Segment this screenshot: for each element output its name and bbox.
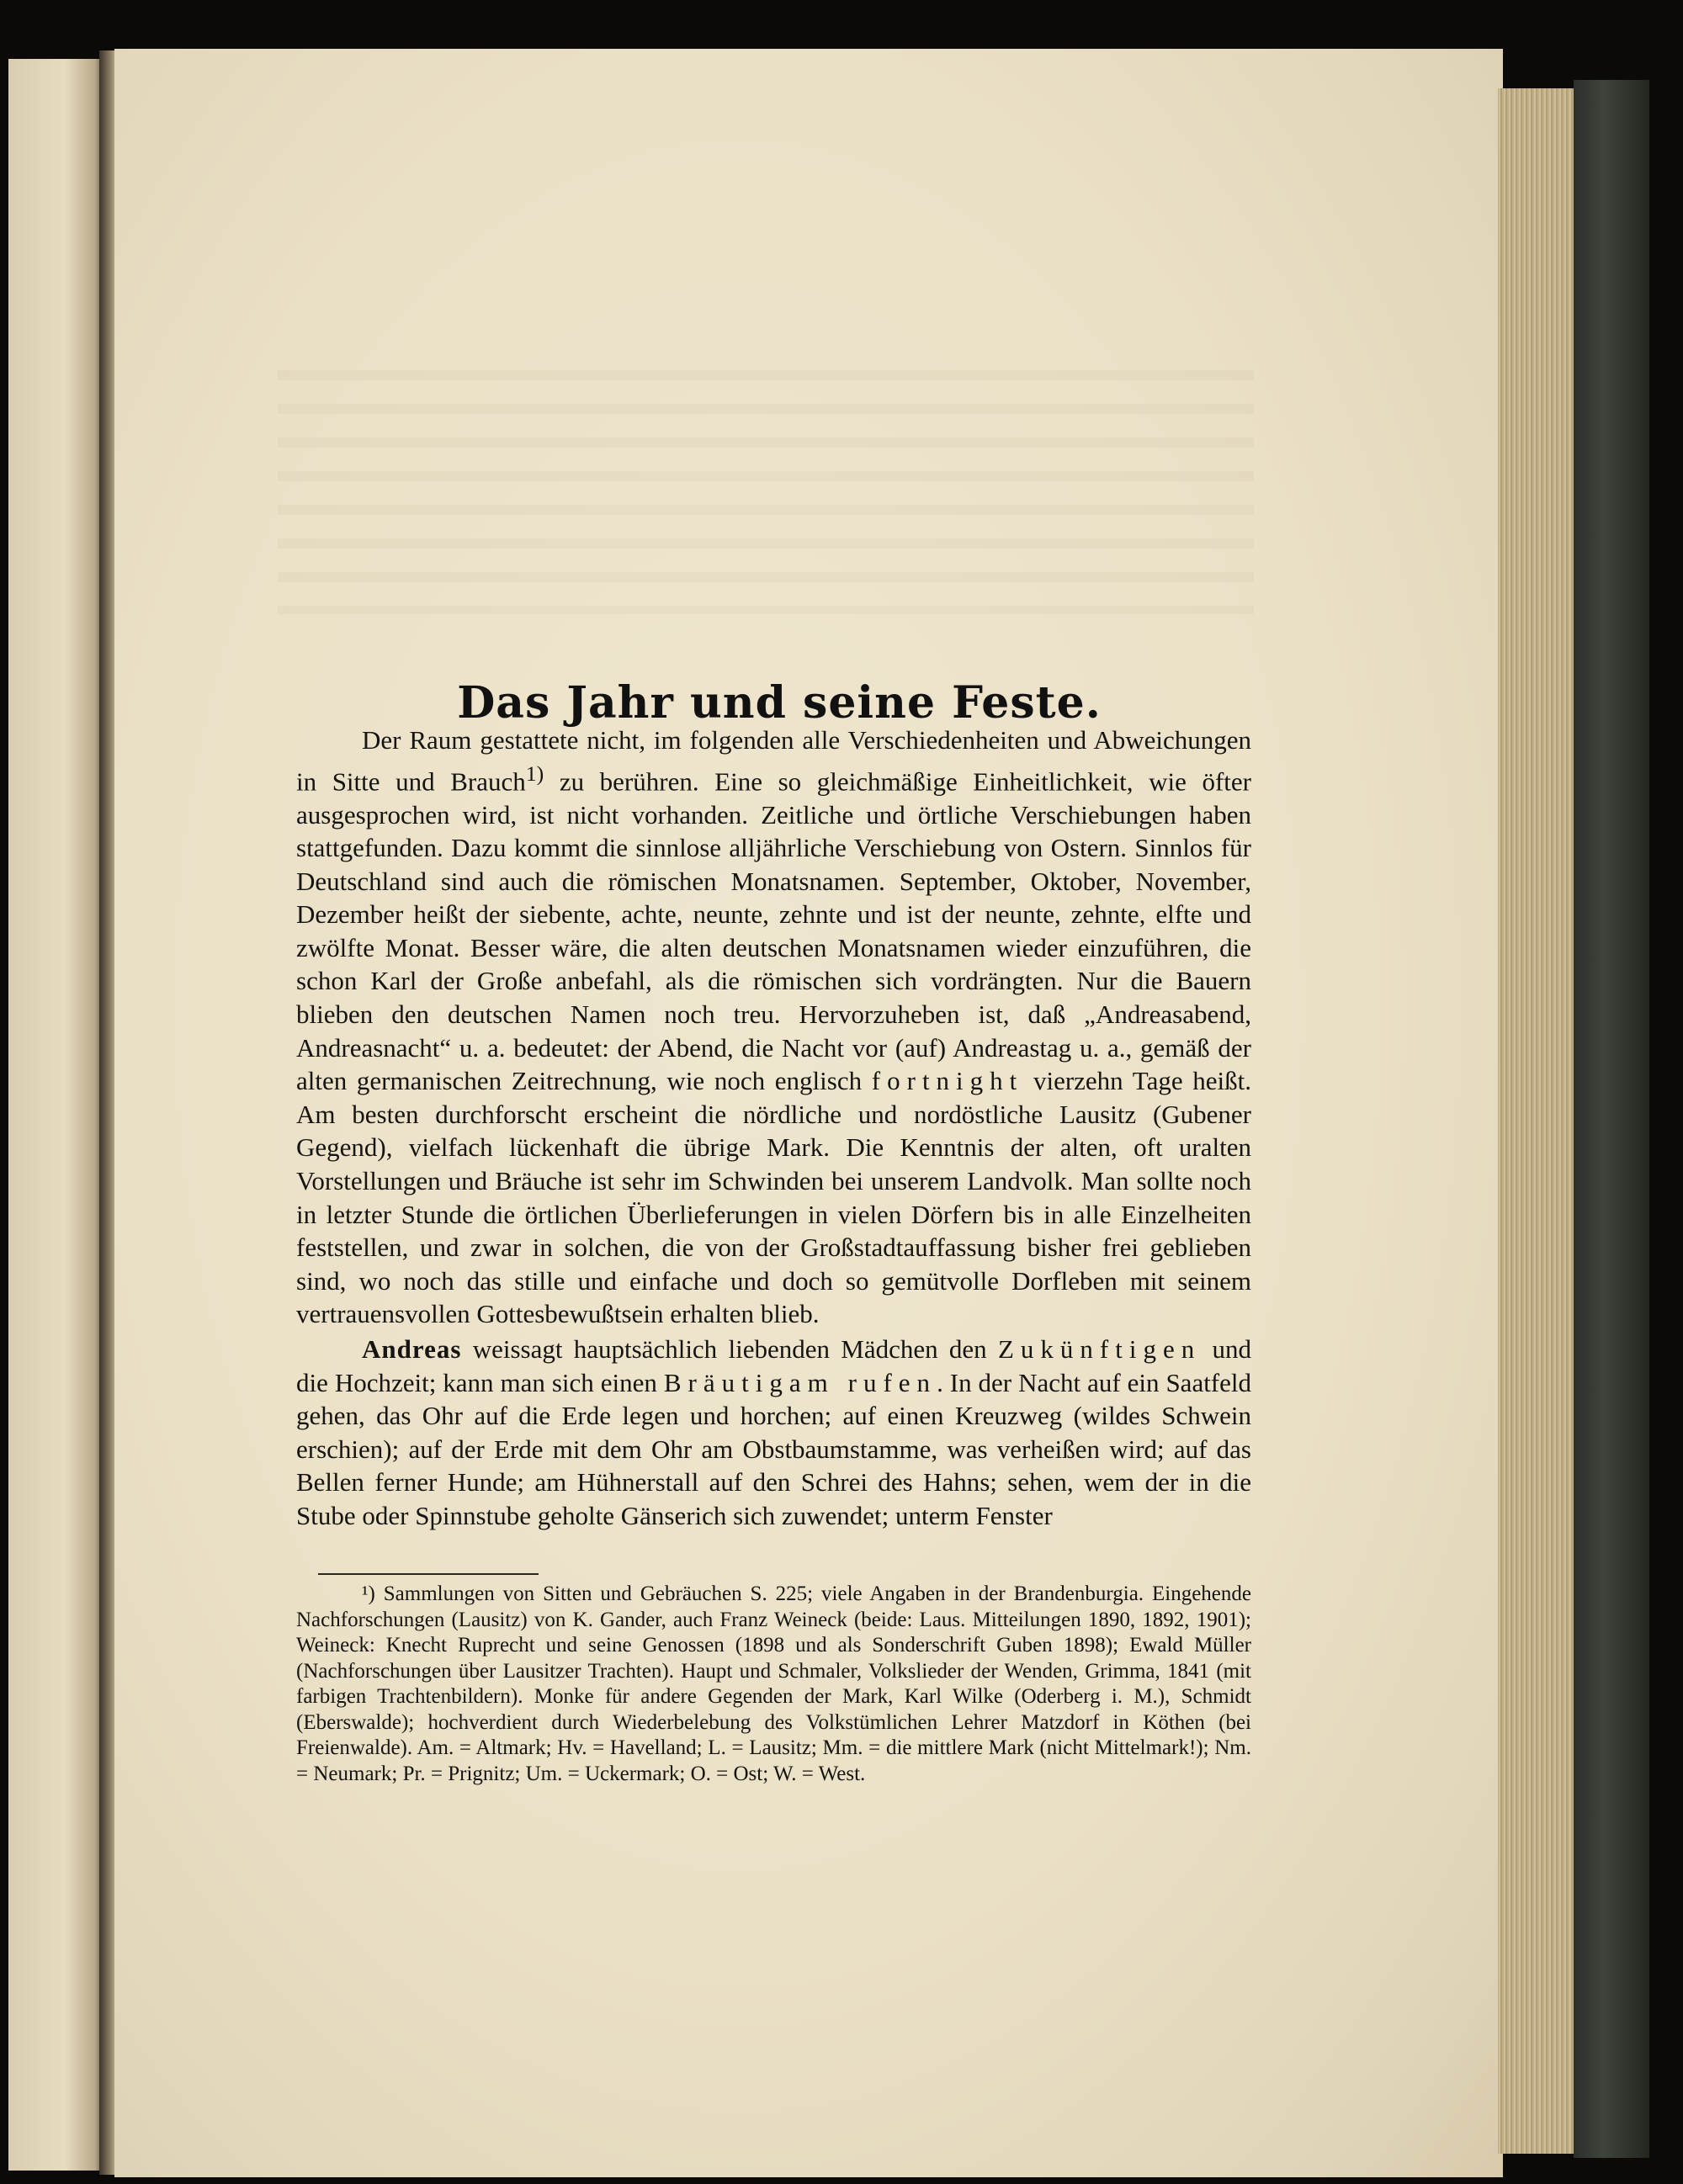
text-segment: vierzehn Tage heißt. Am besten durchforscht erscheint die nördliche und nordöstliche Lausitz (Gubener Gegend), vielfach lückenhaft die übrige Mark. Die Kenntnis der alten, oft uralten Vorstellungen und Bräuche ist sehr im Schwinden bei unserem Landvolk. Man sollte noch in letzter Stunde die örtlichen Überlieferungen in vielen Dörfern bis in alle Einzelheiten feststellen, und zwar in solchen, die von der Großstadtauffassung bisher frei geblieben sind, wo noch das stille und einfache und doch so gemütvolle Dorfleben mit seinem vertrauensvollen Gottesbewußtsein erhalten blieb. bbox=[296, 1066, 1252, 1329]
spaced-term: Zukünftigen bbox=[997, 1334, 1202, 1365]
paragraph-andreas bbox=[296, 1333, 1251, 1533]
footnote-text: ¹) Sammlungen von Sitten und Gebräuchen S. 225; viele Angaben in der Brandenburgia. Eingehende Nachforschungen (Lausitz) von K. Gander, auch Franz Weineck (beide: Laus. Mitteilungen 1890, 1892, 1901); Weineck: Knecht Ruprecht und seine Genossen (1898 und als Sonderschrift Guben 1898); Ewald Müller (Nachforschungen über Lausitzer Trachten). Haupt und Schmaler, Volkslieder der Wenden, Grimma, 1841 (mit farbigen Trachtenbildern). Monke für andere Gegenden der Mark, Karl Wilke (Oderberg i. M.), Schmidt (Eberswalde); hochverdient durch Wiederbelebung des Volkstümlichen Lehrer Matzdorf in Köthen (bei Freienwalde). Am. = Altmark; Hv. = Havelland; L. = Lausitz; Mm. = die mittlere Mark (nicht Mittelmark!); Nm. = Neumark; Pr. = Prignitz; Um. = Uckermark; O. = Ost; W. = West. bbox=[296, 1582, 1251, 1785]
footnote bbox=[296, 1582, 1251, 1787]
bleed-through-shadow bbox=[278, 370, 1254, 614]
paragraph-intro bbox=[296, 724, 1251, 1331]
text-segment: weissagt hauptsächlich liebenden Mädchen den bbox=[461, 1334, 998, 1365]
spaced-term: fortnight bbox=[871, 1066, 1024, 1096]
chapter-title: Das Jahr und seine Feste. bbox=[457, 676, 1102, 729]
footnote-ref: 1) bbox=[525, 761, 544, 786]
left-page-edge bbox=[8, 59, 103, 2171]
text-segment: zu berühren. Eine so gleichmäßige Einheitlichkeit, wie öfter ausgesprochen wird, ist nicht vorhanden. Zeitliche und örtliche Verschiebungen haben stattgefunden. Dazu kommt die sinnlose alljährliche Verschiebung von Ostern. Sinnlos für Deutschland sind auch die römischen Monatsnamen. September, Oktober, November, Dezember heißt der siebente, achte, neunte, zehnte und ist der neunte, zehnte, elfte und zwölfte Monat. Besser wäre, die alten deutschen Monatsnamen wieder einzuführen, die schon Karl der Große anbefahl, als die römischen sich vordrängten. Nur die Bauern blieben den deutschen Namen noch treu. Hervorzuheben ist, daß „Andreasabend, Andreasnacht“ u. a. bedeutet: der Abend, die Nacht vor (auf) Andreastag u. a., gemäß der alten germanischen Zeitrechnung, wie noch englisch bbox=[296, 766, 1251, 1096]
spaced-term: Bräutigam rufen bbox=[663, 1367, 937, 1397]
body-text bbox=[296, 724, 1251, 1533]
book-cover-edge bbox=[1574, 80, 1649, 2158]
keyword-andreas: Andreas bbox=[362, 1334, 462, 1365]
page-edges bbox=[1498, 88, 1582, 2154]
text-segment: Der Raum gestattete nicht, im folgenden alle Verschiedenheiten und Abweichungen in Sitte und Brauch bbox=[296, 725, 1251, 796]
text-segment: . In der Nacht auf ein Saatfeld gehen, das Ohr auf die Erde legen und horchen; auf einen Kreuzweg (wildes Schwein erschien); auf der Erde mit dem Ohr am Obstbaumstamme, was verheißen wird; auf das Bellen ferner Hunde; am Hühnerstall auf den Schrei des Hahns; sehen, wem der in die Stube oder Spinnstube geholte Gänserich sich zuwendet; unterm Fenster bbox=[296, 1367, 1252, 1530]
footnote-rule bbox=[318, 1573, 539, 1575]
text-segment: und die Hochzeit; kann man sich einen bbox=[296, 1334, 1251, 1397]
